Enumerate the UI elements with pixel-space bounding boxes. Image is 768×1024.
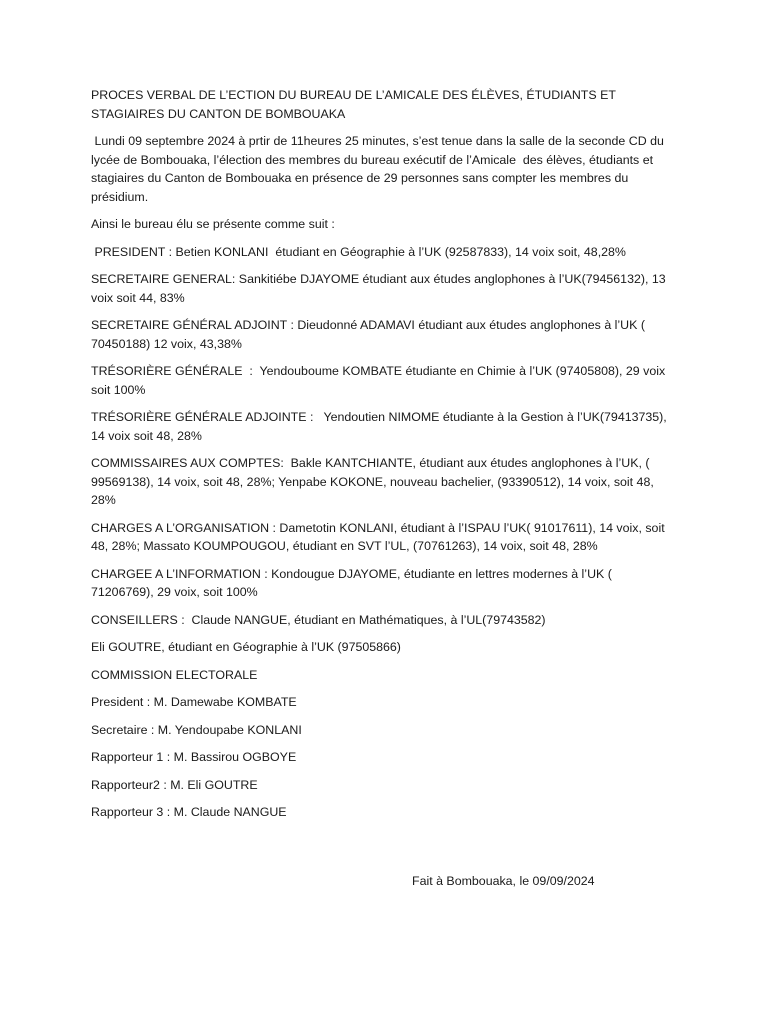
rapporteur-3-entry: Rapporteur 3 : M. Claude NANGUE	[91, 805, 287, 819]
commissaires-aux-comptes-entry: COMMISSAIRES AUX COMPTES: Bakle KANTCHIANTE, étudiant aux études anglophones à l’UK, ( 99569138), 14 voix, soit 48, 28%; Yenpabe KOKONE, nouveau bachelier, (93390512), 14 voix, soit 48, 28%	[91, 456, 658, 507]
document-body	[91, 86, 673, 831]
tresoriere-generale-adjointe-entry: TRÉSORIÈRE GÉNÉRALE ADJOINTE : Yendoutien NIMOME étudiante à la Gestion à l’UK(79413735), 14 voix soit 48, 28%	[91, 410, 671, 443]
conseillers-entry: CONSEILLERS : Claude NANGUE, étudiant en Mathématiques, à l’UL(79743582)	[91, 612, 546, 627]
chargee-information-entry: CHARGEE A L’INFORMATION : Kondougue DJAYOME, étudiante en lettres modernes à l’UK ( 71206769), 29 voix, soit 100%	[91, 566, 616, 599]
rapporteur-2-entry: Rapporteur2 : M. Eli GOUTRE	[91, 777, 258, 792]
secretaire-general-adjoint-entry: SECRETAIRE GÉNÉRAL ADJOINT : Dieudonné ADAMAVI étudiant aux études anglophones à l’UK ( 70450188) 12 voix, 43,38%	[91, 318, 649, 351]
bureau-intro: Ainsi le bureau élu se présente comme suit :	[91, 217, 335, 231]
document-title: PROCES VERBAL DE L’ECTION DU BUREAU DE L’AMICALE DES ÉLÈVES, ÉTUDIANTS ET STAGIAIRES DU CANTON DE BOMBOUAKA	[91, 88, 620, 121]
commission-electorale-heading: COMMISSION ELECTORALE	[91, 667, 258, 682]
rapporteur-1-entry: Rapporteur 1 : M. Bassirou OGBOYE	[91, 750, 297, 764]
intro-paragraph: Lundi 09 septembre 2024 à prtir de 11heures 25 minutes, s’est tenue dans la salle de la seconde CD du lycée de Bombouaka, l’élection des membres du bureau exécutif de l’Amicale des élèves, étudiants et stagiaires du Canton de Bombouaka en présence de 29 personnes sans compter les membres du présidium.	[91, 134, 668, 204]
tresoriere-generale-entry: TRÉSORIÈRE GÉNÉRALE : Yendouboume KOMBATE étudiante en Chimie à l’UK (97405808), 29 voix soit 100%	[91, 364, 669, 397]
president-entry: PRESIDENT : Betien KONLANI étudiant en Géographie à l’UK (92587833), 14 voix soit, 48,28%	[91, 244, 626, 259]
commission-president-entry: President : M. Damewabe KOMBATE	[91, 695, 297, 709]
conseiller-second-entry: Eli GOUTRE, étudiant en Géographie à l’UK (97505866)	[91, 640, 401, 654]
secretaire-general-entry: SECRETAIRE GENERAL: Sankitiébe DJAYOME étudiant aux études anglophones à l’UK(79456132), 13 voix soit 44, 83%	[91, 272, 670, 305]
commission-secretaire-entry: Secretaire : M. Yendoupabe KONLANI	[91, 722, 302, 737]
signature-line: Fait à Bombouaka, le 09/09/2024	[412, 874, 595, 888]
charges-organisation-entry: CHARGES A L’ORGANISATION : Dametotin KONLANI, étudiant à l’ISPAU l’UK( 91017611), 14 voix, soit 48, 28%; Massato KOUMPOUGOU, étudiant en SVT l’UL, (70761263), 14 voix, soit 48, 28%	[91, 520, 669, 553]
